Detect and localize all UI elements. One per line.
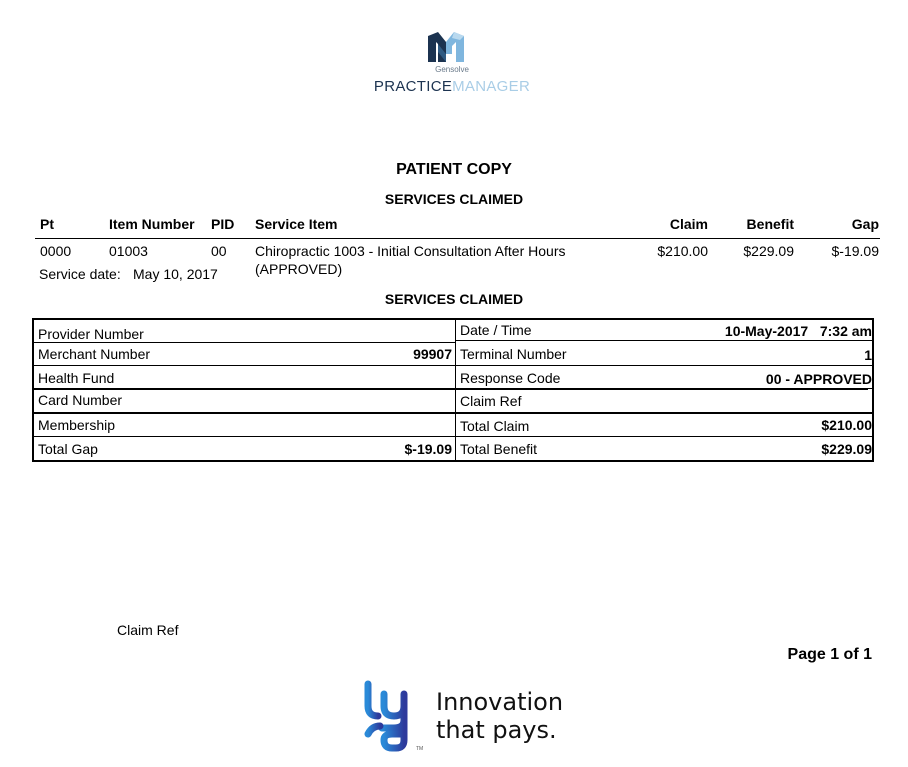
col-header-service-item: Service Item bbox=[255, 216, 338, 232]
card-number-label: Card Number bbox=[38, 392, 123, 408]
row-divider bbox=[34, 342, 455, 343]
service-date: May 10, 2017 bbox=[133, 266, 218, 282]
trademark-mark: TM bbox=[416, 746, 424, 752]
row-divider bbox=[34, 412, 872, 414]
cell-pid: 00 bbox=[211, 243, 227, 259]
total-gap-label: Total Gap bbox=[38, 441, 98, 457]
tyro-logo-icon bbox=[358, 680, 430, 752]
m-cube-logo-icon bbox=[424, 32, 468, 64]
claim-summary-table bbox=[32, 318, 874, 462]
col-header-benefit: Benefit bbox=[746, 216, 794, 232]
claim-ref-label: Claim Ref bbox=[460, 393, 522, 409]
page-title: PATIENT COPY bbox=[396, 161, 512, 178]
service-date-label: Service date: bbox=[39, 266, 121, 282]
date-time-label: Date / Time bbox=[460, 322, 532, 338]
total-benefit-value: $229.09 bbox=[821, 441, 872, 457]
row-divider bbox=[34, 436, 872, 437]
col-header-item-number: Item Number bbox=[109, 216, 195, 232]
header-divider bbox=[35, 238, 880, 239]
row-divider bbox=[456, 388, 868, 390]
col-header-gap: Gap bbox=[851, 216, 879, 232]
practice-manager-logo bbox=[357, 32, 547, 98]
response-code-value: 00 - APPROVED bbox=[765, 371, 872, 387]
terminal-number-value: 1 bbox=[864, 347, 872, 363]
brand-word-manager: MANAGER bbox=[452, 78, 531, 95]
tyro-tagline-line2: that pays. bbox=[436, 716, 557, 744]
section-title-summary: SERVICES CLAIMED bbox=[384, 291, 524, 307]
cell-gap: $-19.09 bbox=[831, 243, 879, 259]
provider-number-label: Provider Number bbox=[38, 326, 144, 342]
row-divider bbox=[34, 388, 455, 390]
date-time-value: 10-May-2017 7:32 am bbox=[724, 323, 872, 339]
col-header-claim: Claim bbox=[669, 216, 708, 232]
merchant-number-label: Merchant Number bbox=[38, 346, 151, 362]
merchant-number-value: 99907 bbox=[413, 346, 452, 362]
cell-claim: $210.00 bbox=[657, 243, 708, 259]
brand-word-practice: PRACTICE bbox=[373, 78, 453, 95]
footer-claim-ref-label: Claim Ref bbox=[117, 622, 179, 638]
col-header-pt: Pt bbox=[40, 216, 54, 232]
tyro-tagline-line1: Innovation bbox=[436, 688, 564, 716]
row-divider bbox=[456, 340, 872, 341]
row-divider bbox=[34, 365, 872, 366]
total-gap-value: $-19.09 bbox=[404, 441, 452, 457]
brand-wordmark bbox=[357, 78, 547, 95]
cell-service-status: (APPROVED) bbox=[255, 261, 343, 277]
column-divider bbox=[455, 320, 456, 460]
tyro-logo bbox=[358, 680, 583, 752]
cell-benefit: $229.09 bbox=[743, 243, 794, 259]
response-code-label: Response Code bbox=[460, 370, 561, 386]
total-claim-label: Total Claim bbox=[460, 418, 530, 434]
membership-label: Membership bbox=[38, 417, 116, 433]
page-number: Page 1 of 1 bbox=[787, 646, 872, 663]
section-title-services: SERVICES CLAIMED bbox=[384, 191, 524, 207]
col-header-pid: PID bbox=[211, 216, 235, 232]
cell-item-number: 01003 bbox=[109, 243, 148, 259]
total-benefit-label: Total Benefit bbox=[460, 441, 538, 457]
health-fund-label: Health Fund bbox=[38, 370, 115, 386]
cell-service-item: Chiropractic 1003 - Initial Consultation After Hours bbox=[255, 243, 566, 259]
terminal-number-label: Terminal Number bbox=[460, 346, 567, 362]
cell-pt: 0000 bbox=[40, 243, 72, 259]
brand-small-text: Gensolve bbox=[435, 65, 469, 74]
total-claim-value: $210.00 bbox=[821, 417, 872, 433]
tyro-tagline bbox=[436, 688, 563, 744]
